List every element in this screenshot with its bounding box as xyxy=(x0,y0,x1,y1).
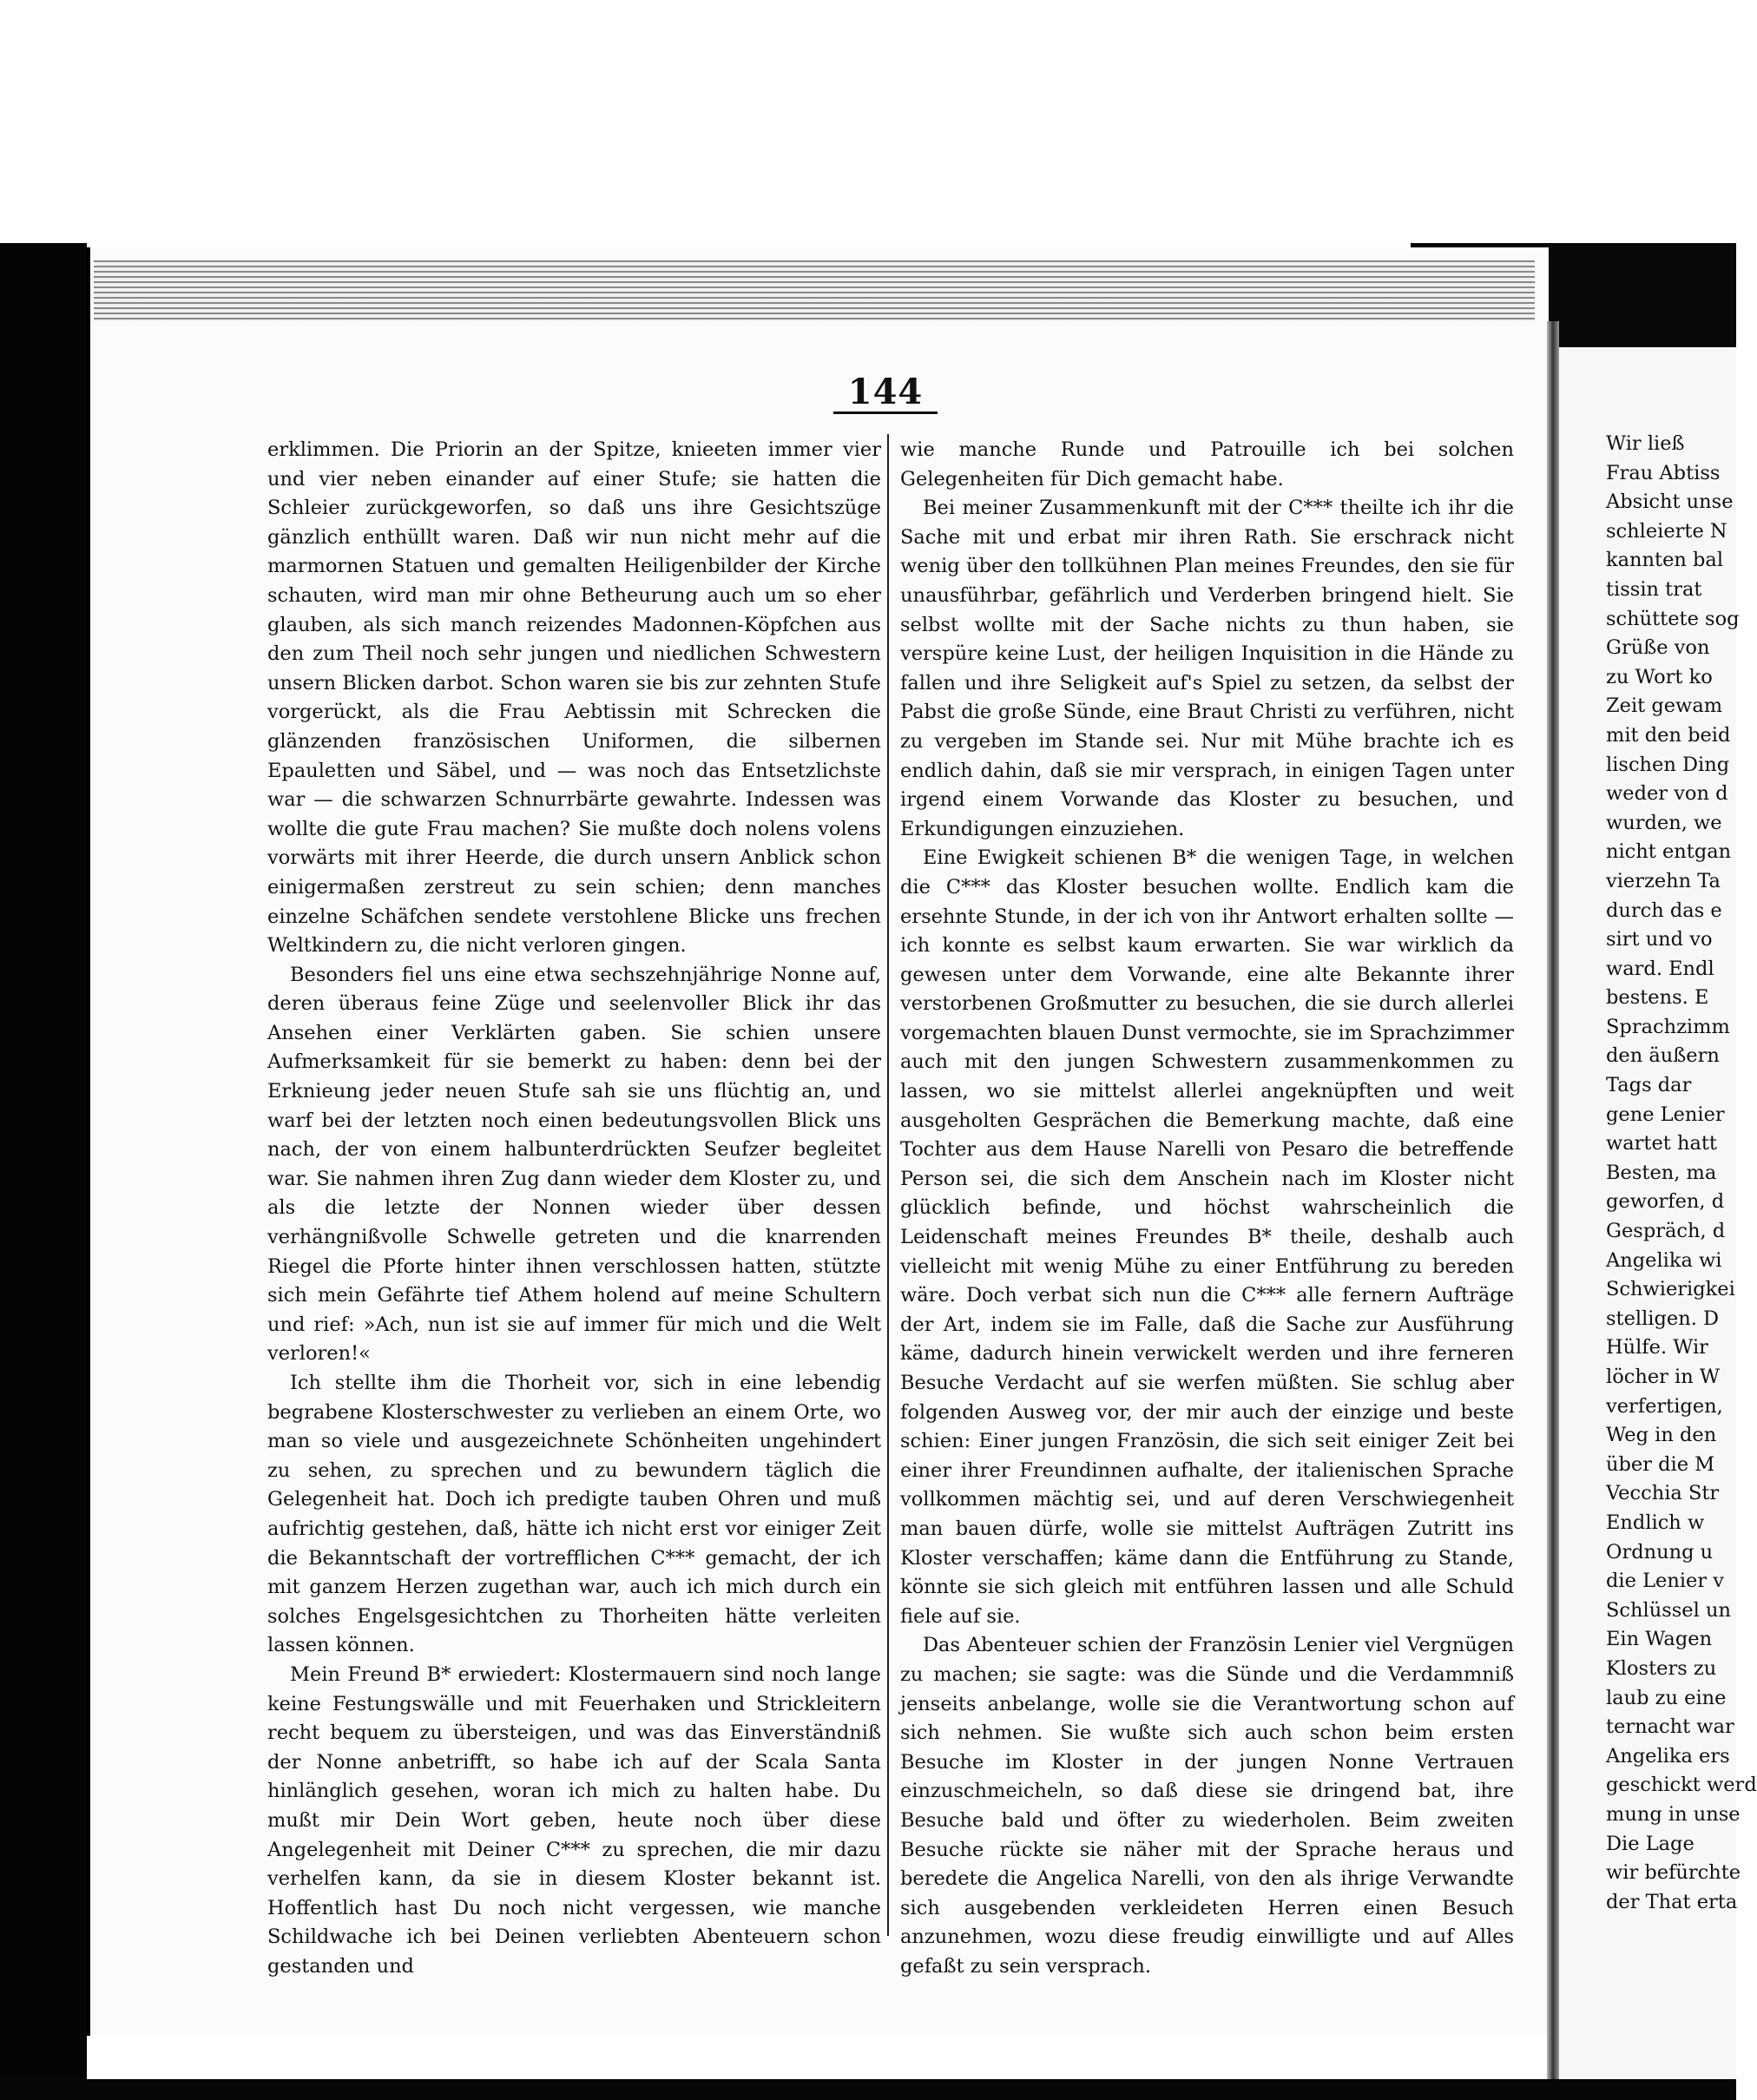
paragraph: Eine Ewigkeit schienen B* die wenigen Tage, in welchen die C*** das Kloster besuchen wollte. Endlich kam die ersehnte Stunde, in der ich von ihr Antwort erhalten sollte — ich konnte es selbst kaum erwarten. Sie war wirklich da gewesen unter dem Vorwande, eine alte Bekannte ihrer verstorbenen Großmutter zu besuchen, die sie durch allerlei vorgemachten blauen Dunst vermochte, sie im Sprachzimmer auch mit den jungen Schwestern zusammenkommen zu lassen, wo sie mittelst allerlei angeknüpften und weit ausgeholten Gesprächen die Bemerkung machte, daß eine Tochter aus dem Hause Narelli von Pesaro die betreffende Person sei, die sich dem Anschein nach im Kloster nicht glücklich befinde, und höchst wahrscheinlich die Leidenschaft meines Freundes B* theile, deshalb auch vielleicht mit wenig Mühe zu einer Entführung zu bereden wäre. Doch verbat sich nun die C*** alle fernern Aufträge der Art, indem sie im Falle, daß die Sache zur Ausführung käme, dadurch hinein verwickelt werden und ihre ferneren Besuche Verdacht auf sie werfen müßten. Sie schlug aber folgenden Ausweg vor, der mir auch der einzige und beste schien: Einer jungen Französin, die sich seit einiger Zeit bei einer ihrer Freundinnen aufhalte, der italienischen Sprache vollkommen mächtig sei, und auf deren Verschwiegenheit man bauen dürfe, wolle sie mittelst Aufträgen Zutritt ins Kloster verschaffen; käme dann die Entführung zu Stande, könnte sie sich gleich mit entführen lassen und alle Schuld fiele auf sie. xyxy=(900,846,1514,1628)
page-number: 144 xyxy=(833,373,938,414)
paragraph: Mein Freund B* erwiedert: Klostermauern sind noch lange keine Festungswälle und mit Feuerhaken und Strickleitern recht bequem zu übersteigen, und was das Einverständniß der Nonne anbetrifft, so habe ich auf der Scala Santa hinlänglich gesehen, woran ich mich zu halten habe. Du mußt mir Dein Wort geben, heute noch über diese Angelegenheit mit Deiner C*** zu sprechen, die mir dazu verhelfen kann, da sie in diesem Kloster bekannt ist. Hoffentlich hast Du noch nicht vergessen, wie manche Schildwache ich bei Deinen verliebten Abenteuern schon gestanden und xyxy=(267,1662,881,1978)
right-page-line: Vecchia Str xyxy=(1606,1482,1720,1505)
right-page-line: laub zu eine xyxy=(1606,1686,1727,1709)
right-page-line: nicht entgan xyxy=(1606,840,1732,864)
right-page-line: ternacht war xyxy=(1606,1715,1734,1739)
right-page-line: zu Wort ko xyxy=(1606,665,1713,688)
column-divider xyxy=(887,434,889,1936)
right-page-line: stelligen. D xyxy=(1606,1307,1720,1330)
right-page-line: Tags dar xyxy=(1606,1074,1692,1097)
right-page-line: mung in unse xyxy=(1606,1802,1741,1826)
paragraph: Ich stellte ihm die Thorheit vor, sich in eine lebendig begrabene Klosterschwester zu verlieben an einem Orte, wo man so viele und ausgezeichnete Schönheiten ungehindert zu sehen, zu sprechen und zu bewundern täglich die Gelegenheit hat. Doch ich predigte tauben Ohren und muß aufrichtig gestehen, daß, hätte ich nicht erst vor einiger Zeit die Bekanntschaft der vortrefflichen C*** gemacht, der ich mit ganzem Herzen zugethan war, auch ich mich durch ein solches Engelsgesichtchen zu Thorheiten hätte verleiten lassen können. xyxy=(267,1372,881,1657)
left-text-column xyxy=(267,436,881,1981)
right-page-line: mit den beid xyxy=(1606,723,1731,747)
right-page-line: kannten bal xyxy=(1606,549,1724,572)
right-page-line: weder von d xyxy=(1606,782,1728,806)
right-page-line: wurden, we xyxy=(1606,811,1722,834)
paragraph: wie manche Runde und Patrouille ich bei solchen Gelegenheiten für Dich gemacht habe. xyxy=(900,438,1514,490)
right-page-line: Hülfe. Wir xyxy=(1606,1336,1708,1359)
right-page-line: tissin trat xyxy=(1606,577,1702,601)
right-page-line: schleierte N xyxy=(1606,519,1727,543)
scan-border-left xyxy=(0,243,87,2100)
paragraph: erklimmen. Die Priorin an der Spitze, knieeten immer vier und vier neben einander auf einer Stufe; sie hatten die Schleier zurückgeworfen, so daß uns ihre Gesichtszüge gänzlich enthüllt waren. Daß wir nun nicht mehr auf die marmornen Statuen und gemalten Heiligenbilder der Kirche schauten, wird man mir ohne Betheurung auch um so eher glauben, als sich manch reizendes Madonnen-Köpfchen aus den zum Theil noch sehr jungen und niedlichen Schwestern unsern Blicken darbot. Schon waren sie bis zur zehnten Stufe vorgerückt, als die Frau Aebtissin mit Schrecken die glänzenden französischen Uniformen, die silbernen Epauletten und Säbel, und — was noch das Entsetzlichste war — die schwarzen Schnurrbärte gewahrte. Indessen was wollte die gute Frau machen? Sie mußte doch nolens volens vorwärts mit ihrer Heerde, die durch unsern Anblick schon einigermaßen zerstreut zu sein schien; denn manches einzelne Schäfchen sendete verstohlene Blicke uns frechen Weltkindern zu, die nicht verloren gingen. xyxy=(267,438,881,958)
right-page-line: Die Lage xyxy=(1606,1832,1694,1855)
right-page-line: Frau Abtiss xyxy=(1606,461,1721,484)
right-page-line: Absicht unse xyxy=(1606,490,1734,514)
middle-text-column xyxy=(900,436,1514,1981)
paragraph: Das Abenteuer schien der Französin Lenier viel Vergnügen zu machen; sie sagte: was die Sünde und die Verdammniß jenseits anbelange, wolle sie die Verantwortung schon auf sich nehmen. Sie wußte sich auch schon beim ersten Besuche im Kloster in der jungen Nonne Vertrauen einzuschmeicheln, so daß diese sie dringend bat, ihre Besuche bald und öfter zu wiederholen. Beim zweiten Besuche rückte sie näher mit der Sprache heraus und beredete die Angelica Narelli, von den als ihrige Verwandte sich ausgebenden verkleideten Herren einen Besuch anzunehmen, wozu diese freudig einwilligte und auf Alles gefaßt zu sein versprach. xyxy=(900,1634,1514,1978)
right-page-line: vierzehn Ta xyxy=(1606,869,1721,892)
right-page-line: Sprachzimm xyxy=(1606,1015,1730,1038)
paragraph: Besonders fiel uns eine etwa sechszehnjährige Nonne auf, deren überaus feine Züge und seelenvoller Blick ihr das Ansehen einer Verklärten gaben. Sie schien unsere Aufmerksamkeit für sie bemerkt zu haben: denn bei der Erknieung jeder neuen Stufe sah sie uns flüchtig an, und warf bei der letzten noch einen bedeutungsvollen Blick uns nach, der von einem halbunterdrückten Seufzer begleitet war. Sie nahmen ihren Zug dann wieder dem Kloster zu, und als die letzte der Nonnen wieder über dessen verhängnißvolle Schwelle getreten und die knarrenden Riegel die Pforte hinter ihnen verschlossen hatten, stützte sich mein Gefährte tief Athem holend auf meine Schultern und rief: »Ach, nun ist sie auf immer für mich und die Welt verloren!« xyxy=(267,963,881,1366)
right-page-line: über die M xyxy=(1606,1452,1715,1476)
right-page-line: bestens. E xyxy=(1606,986,1709,1010)
right-page-line: Klosters zu xyxy=(1606,1656,1717,1680)
right-page-line: den äußern xyxy=(1606,1044,1720,1068)
page-edges xyxy=(94,260,1535,321)
right-page-line: geworfen, d xyxy=(1606,1190,1725,1214)
paragraph: Bei meiner Zusammenkunft mit der C*** theilte ich ihr die Sache mit und erbat mir ihren Rath. Sie erschrack nicht wenig über den tollkühnen Plan meines Freundes, den sie für unausführbar, gefährlich und Verderben bringend hielt. Sie selbst wollte mit der Sache nichts zu thun haben, sie verspüre keine Lust, der heiligen Inquisition in die Hände zu fallen und ihre Seligkeit auf's Spiel zu setzen, da selbst der Pabst die große Sünde, eine Braut Christi zu verführen, nicht zu vergeben im Stande sei. Nur mit Mühe brachte ich es endlich dahin, daß sie mir versprach, in einigen Tagen unter irgend einem Vorwande das Kloster zu besuchen, und Erkundigungen einzuziehen. xyxy=(900,497,1514,840)
right-page-line: schüttete sog xyxy=(1606,607,1740,630)
right-page-line: verfertigen, xyxy=(1606,1394,1723,1418)
right-page-line: Ordnung u xyxy=(1606,1540,1714,1563)
book-gutter xyxy=(1547,321,1559,2092)
right-page-line: Schwierigkei xyxy=(1606,1278,1735,1301)
right-page-line: Besten, ma xyxy=(1606,1161,1717,1184)
right-page-line: Angelika wi xyxy=(1606,1248,1722,1272)
right-page-line: geschickt werd xyxy=(1606,1774,1757,1797)
right-page-line: Zeit gewam xyxy=(1606,695,1723,718)
right-page-line: Endlich w xyxy=(1606,1511,1705,1534)
right-page-line: der That erta xyxy=(1606,1890,1738,1913)
scan-border-bottom xyxy=(0,2079,1736,2100)
right-page-line: Schlüssel un xyxy=(1606,1598,1731,1622)
right-page-line: ward. Endl xyxy=(1606,957,1714,980)
right-page-line: sirt und vo xyxy=(1606,928,1713,951)
right-page-line: Weg in den xyxy=(1606,1424,1717,1447)
right-page-text-fragments xyxy=(1606,430,1757,1917)
right-page-line: die Lenier v xyxy=(1606,1570,1724,1593)
right-page-line: Gespräch, d xyxy=(1606,1220,1726,1243)
right-page-line: lischen Ding xyxy=(1606,753,1730,776)
right-page-line: Grüße von xyxy=(1606,636,1710,660)
right-page-line: durch das e xyxy=(1606,899,1722,922)
right-page-line: wir befürchte xyxy=(1606,1861,1741,1885)
right-page-line: Angelika ers xyxy=(1606,1744,1730,1768)
right-page-line: gene Lenier xyxy=(1606,1103,1725,1126)
right-page-line: wartet hatt xyxy=(1606,1132,1717,1155)
right-page-line: löcher in W xyxy=(1606,1366,1721,1388)
right-page-line: Wir ließ xyxy=(1606,432,1685,455)
right-page-line: Ein Wagen xyxy=(1606,1628,1713,1651)
